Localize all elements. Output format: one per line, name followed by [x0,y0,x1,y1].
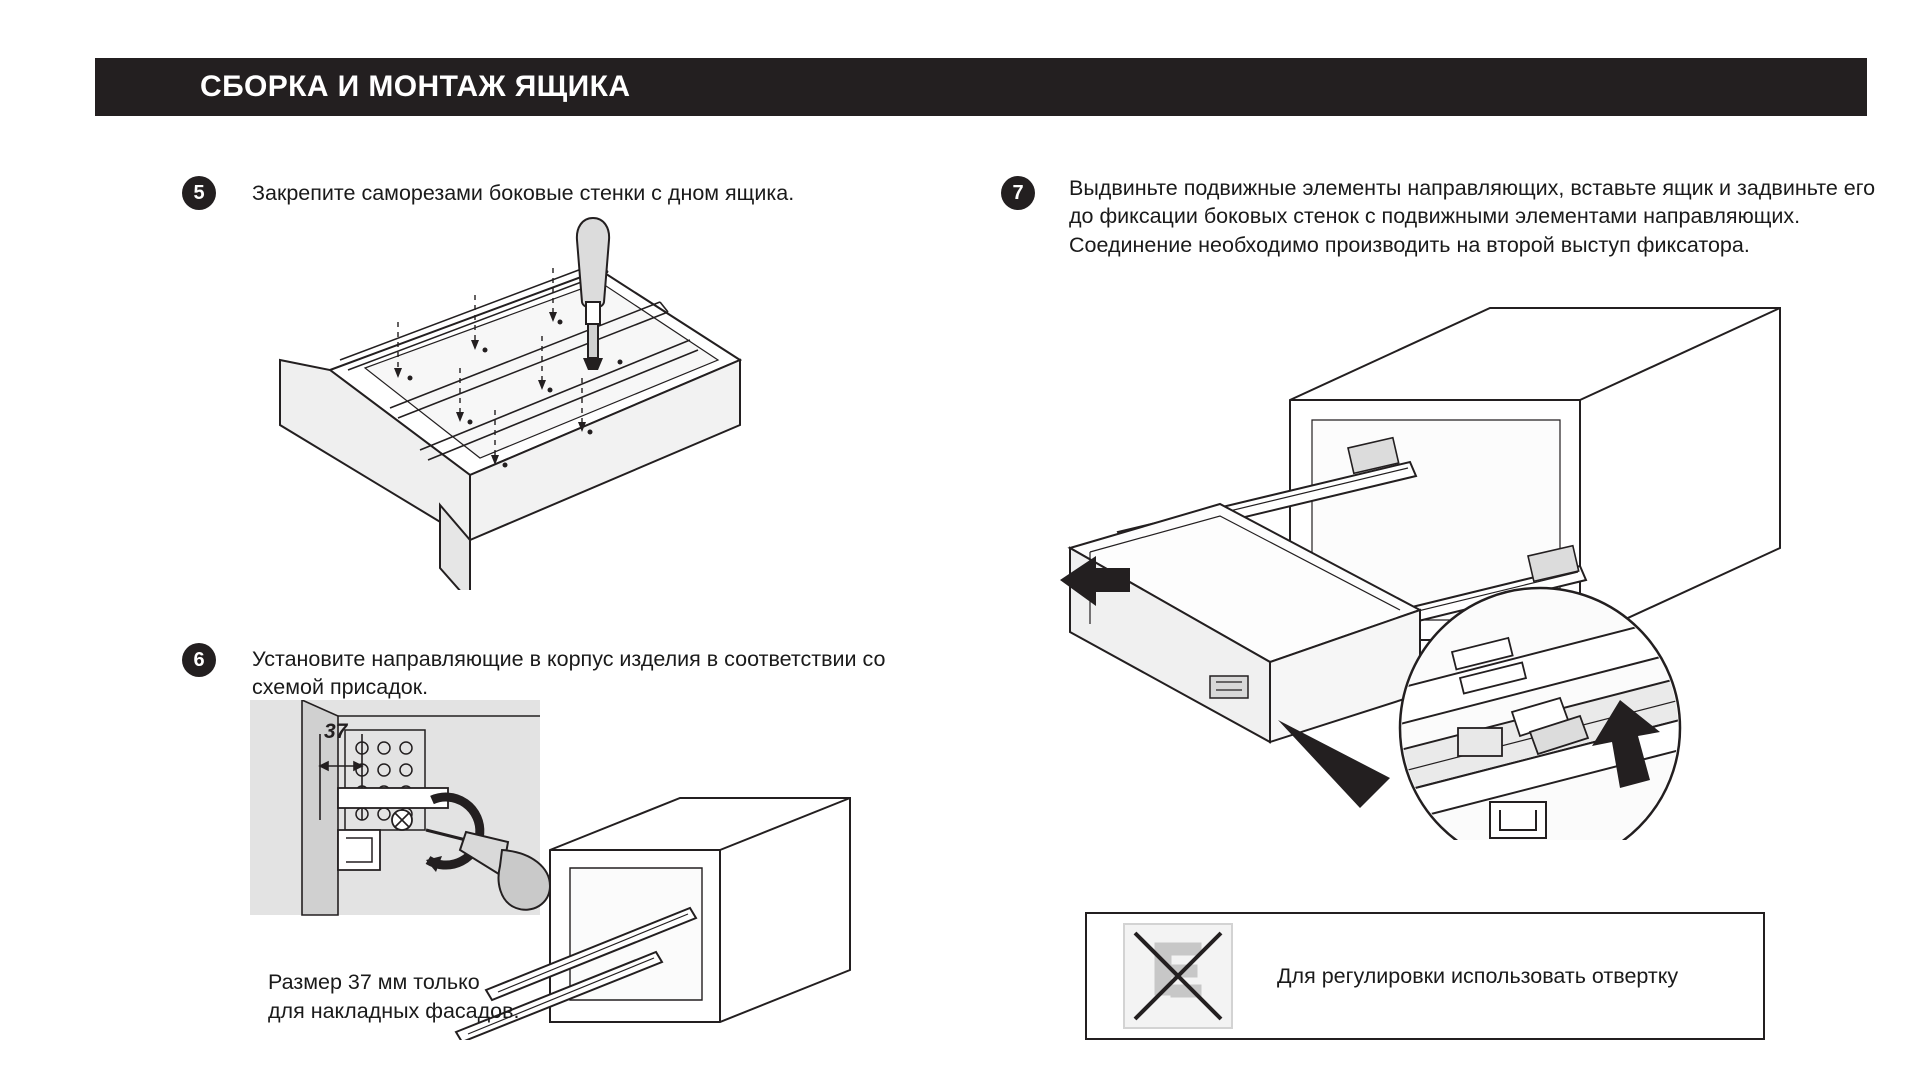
step-6-number: 6 [182,643,216,677]
header-bar [95,58,1867,116]
figure-step-7-drawer-insertion [1060,280,1850,840]
no-screwdriver-icon [1123,923,1233,1029]
note-box [1085,912,1765,1040]
step-7-text: Выдвиньте подвижные элементы направляющих, вставьте ящик и задвиньте его до фиксации боковых стенок с подвижными элементами направляющих. Соединение необходимо производить на второй выступ фиксатора. [1069,176,1876,257]
step-6-text: Установите направляющие в корпус изделия в соответствии со схемой присадок. [252,647,886,700]
step-5-text: Закрепите саморезами боковые стенки с дном ящика. [252,181,795,205]
page-title: СБОРКА И МОНТАЖ ЯЩИКА [200,70,631,103]
figure-step-5-drawer-bottom-screws [270,210,810,590]
dimension-37-label: 37 [324,720,348,743]
figure-step-6-caption-line2: для накладных фасадов. [268,999,520,1024]
figure-step-6-caption-line1: Размер 37 мм только [268,970,480,994]
figure-step-6-caption [268,968,520,1026]
note-text: Для регулировки использовать отвертку [1277,963,1679,988]
step-7-number: 7 [1001,176,1035,210]
step-5-number: 5 [182,176,216,210]
